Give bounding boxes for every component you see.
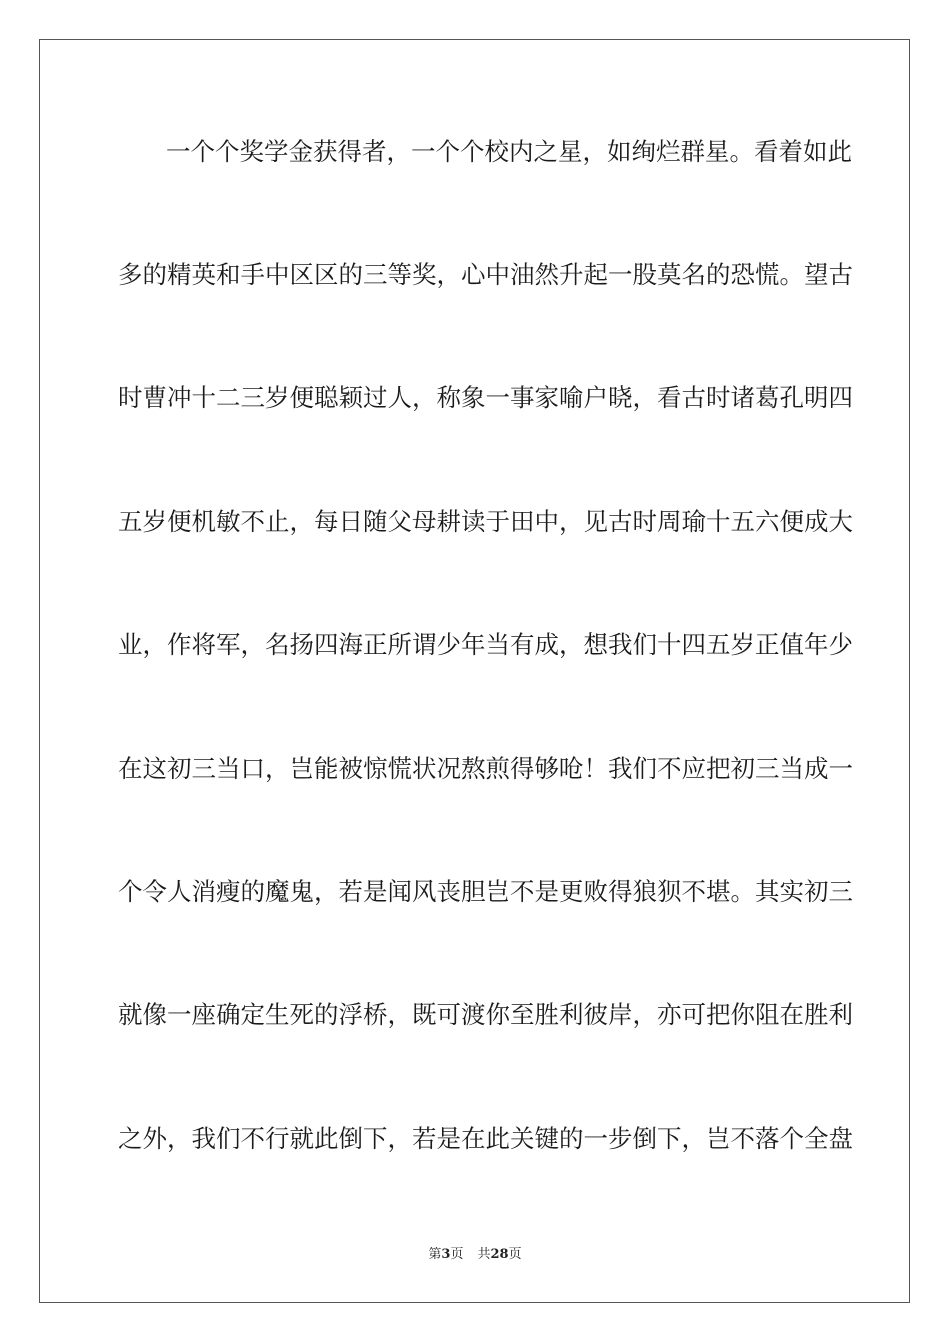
- paragraph-line-7: 个令人消瘦的魔鬼，若是闻风丧胆岂不是更败得狼狈不堪。其实初三: [118, 877, 853, 906]
- total-pages-label: 共28页: [477, 1247, 522, 1262]
- paragraph-line-6: 在这初三当口，岂能被惊慌状况熬煎得够呛！我们不应把初三当成一: [118, 754, 853, 783]
- paragraph-line-5: 业，作将军，名扬四海正所谓少年当有成，想我们十四五岁正值年少: [118, 630, 853, 659]
- page-number-label: 第3页: [428, 1247, 464, 1262]
- paragraph-line-4: 五岁便机敏不止，每日随父母耕读于田中，见古时周瑜十五六便成大: [118, 507, 853, 536]
- paragraph-line-9: 之外，我们不行就此倒下，若是在此关键的一步倒下，岂不落个全盘: [118, 1124, 853, 1153]
- paragraph-line-1: 一个个奖学金获得者，一个个校内之星，如绚烂群星。看着如此: [166, 137, 852, 166]
- paragraph-line-3: 时曹冲十二三岁便聪颖过人，称象一事家喻户晓，看古时诸葛孔明四: [118, 383, 853, 412]
- page-footer: [0, 1246, 950, 1264]
- paragraph-line-8: 就像一座确定生死的浮桥，既可渡你至胜利彼岸，亦可把你阻在胜利: [118, 1000, 853, 1029]
- page-border: [39, 39, 910, 1303]
- paragraph-line-2: 多的精英和手中区区的三等奖，心中油然升起一股莫名的恐慌。望古: [118, 260, 853, 289]
